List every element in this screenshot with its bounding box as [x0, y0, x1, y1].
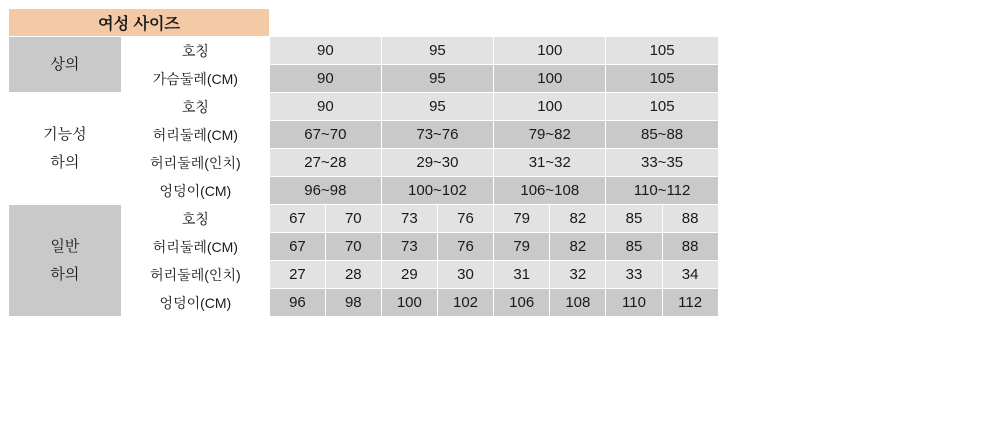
- size-value-cell: 76: [437, 233, 493, 261]
- size-value-cell: 90: [269, 65, 381, 93]
- size-value-cell: 85: [606, 233, 662, 261]
- size-value-cell: 27: [269, 261, 325, 289]
- size-value-cell: 100: [494, 37, 606, 65]
- size-value-cell: 67: [269, 205, 325, 233]
- size-value-cell: 32: [550, 261, 606, 289]
- size-value-cell: 88: [662, 205, 718, 233]
- size-value-cell: 105: [606, 93, 718, 121]
- group-label: [9, 205, 122, 317]
- size-value-cell: 95: [381, 65, 493, 93]
- row-filler: [718, 205, 980, 233]
- table-row: [9, 149, 981, 177]
- size-value-cell: 108: [550, 289, 606, 317]
- size-value-cell: 95: [381, 37, 493, 65]
- size-value-cell: 95: [381, 93, 493, 121]
- size-value-cell: 27~28: [269, 149, 381, 177]
- womens-size-table: [8, 8, 981, 317]
- size-value-cell: 102: [437, 289, 493, 317]
- size-value-cell: 112: [662, 289, 718, 317]
- row-filler: [718, 121, 980, 149]
- size-value-cell: 100: [494, 65, 606, 93]
- size-value-cell: 33: [606, 261, 662, 289]
- size-value-cell: 73: [381, 205, 437, 233]
- size-value-cell: 79~82: [494, 121, 606, 149]
- chart-title: 여성 사이즈: [9, 9, 270, 37]
- row-filler: [718, 65, 980, 93]
- row-filler: [718, 289, 980, 317]
- group-label-line: 기능성: [43, 125, 87, 143]
- group-label-line: 하의: [50, 153, 80, 171]
- size-value-cell: 85: [606, 205, 662, 233]
- table-row: [9, 65, 981, 93]
- size-value-cell: 67~70: [269, 121, 381, 149]
- size-value-cell: 79: [494, 233, 550, 261]
- table-row: [9, 289, 981, 317]
- title-row-filler: [269, 9, 980, 37]
- size-value-cell: 76: [437, 205, 493, 233]
- title-row: [9, 9, 981, 37]
- size-value-cell: 90: [269, 93, 381, 121]
- row-label: 허리둘레(인치): [121, 261, 269, 289]
- size-value-cell: 100: [494, 93, 606, 121]
- table-row: [9, 205, 981, 233]
- row-label: 허리둘레(CM): [121, 121, 269, 149]
- size-value-cell: 106: [494, 289, 550, 317]
- group-label: [9, 93, 122, 205]
- table-row: [9, 93, 981, 121]
- row-label: 허리둘레(인치): [121, 149, 269, 177]
- table-row: [9, 261, 981, 289]
- row-label: 엉덩이(CM): [121, 177, 269, 205]
- size-value-cell: 106~108: [494, 177, 606, 205]
- table-row: [9, 233, 981, 261]
- size-value-cell: 82: [550, 233, 606, 261]
- table-row: [9, 121, 981, 149]
- size-value-cell: 98: [325, 289, 381, 317]
- size-value-cell: 70: [325, 205, 381, 233]
- group-label-line: 상의: [50, 55, 80, 73]
- size-value-cell: 100: [381, 289, 437, 317]
- size-value-cell: 70: [325, 233, 381, 261]
- row-filler: [718, 93, 980, 121]
- size-value-cell: 88: [662, 233, 718, 261]
- size-value-cell: 33~35: [606, 149, 718, 177]
- size-value-cell: 105: [606, 65, 718, 93]
- row-label: 호칭: [121, 93, 269, 121]
- size-value-cell: 31: [494, 261, 550, 289]
- size-value-cell: 82: [550, 205, 606, 233]
- row-label: 가슴둘레(CM): [121, 65, 269, 93]
- table-row: [9, 37, 981, 65]
- group-label-line: 하의: [50, 265, 80, 283]
- size-value-cell: 85~88: [606, 121, 718, 149]
- size-value-cell: 110~112: [606, 177, 718, 205]
- size-value-cell: 73: [381, 233, 437, 261]
- group-label: [9, 37, 122, 93]
- size-value-cell: 29~30: [381, 149, 493, 177]
- size-value-cell: 90: [269, 37, 381, 65]
- row-filler: [718, 233, 980, 261]
- size-value-cell: 30: [437, 261, 493, 289]
- size-value-cell: 73~76: [381, 121, 493, 149]
- table-row: [9, 177, 981, 205]
- row-filler: [718, 37, 980, 65]
- size-value-cell: 67: [269, 233, 325, 261]
- row-label: 허리둘레(CM): [121, 233, 269, 261]
- size-value-cell: 28: [325, 261, 381, 289]
- size-value-cell: 96: [269, 289, 325, 317]
- row-label: 호칭: [121, 37, 269, 65]
- size-value-cell: 29: [381, 261, 437, 289]
- size-value-cell: 96~98: [269, 177, 381, 205]
- size-value-cell: 31~32: [494, 149, 606, 177]
- size-value-cell: 79: [494, 205, 550, 233]
- size-value-cell: 100~102: [381, 177, 493, 205]
- size-value-cell: 110: [606, 289, 662, 317]
- row-label: 호칭: [121, 205, 269, 233]
- size-value-cell: 34: [662, 261, 718, 289]
- group-label-line: 일반: [50, 237, 80, 255]
- row-filler: [718, 177, 980, 205]
- size-value-cell: 105: [606, 37, 718, 65]
- row-filler: [718, 261, 980, 289]
- row-label: 엉덩이(CM): [121, 289, 269, 317]
- row-filler: [718, 149, 980, 177]
